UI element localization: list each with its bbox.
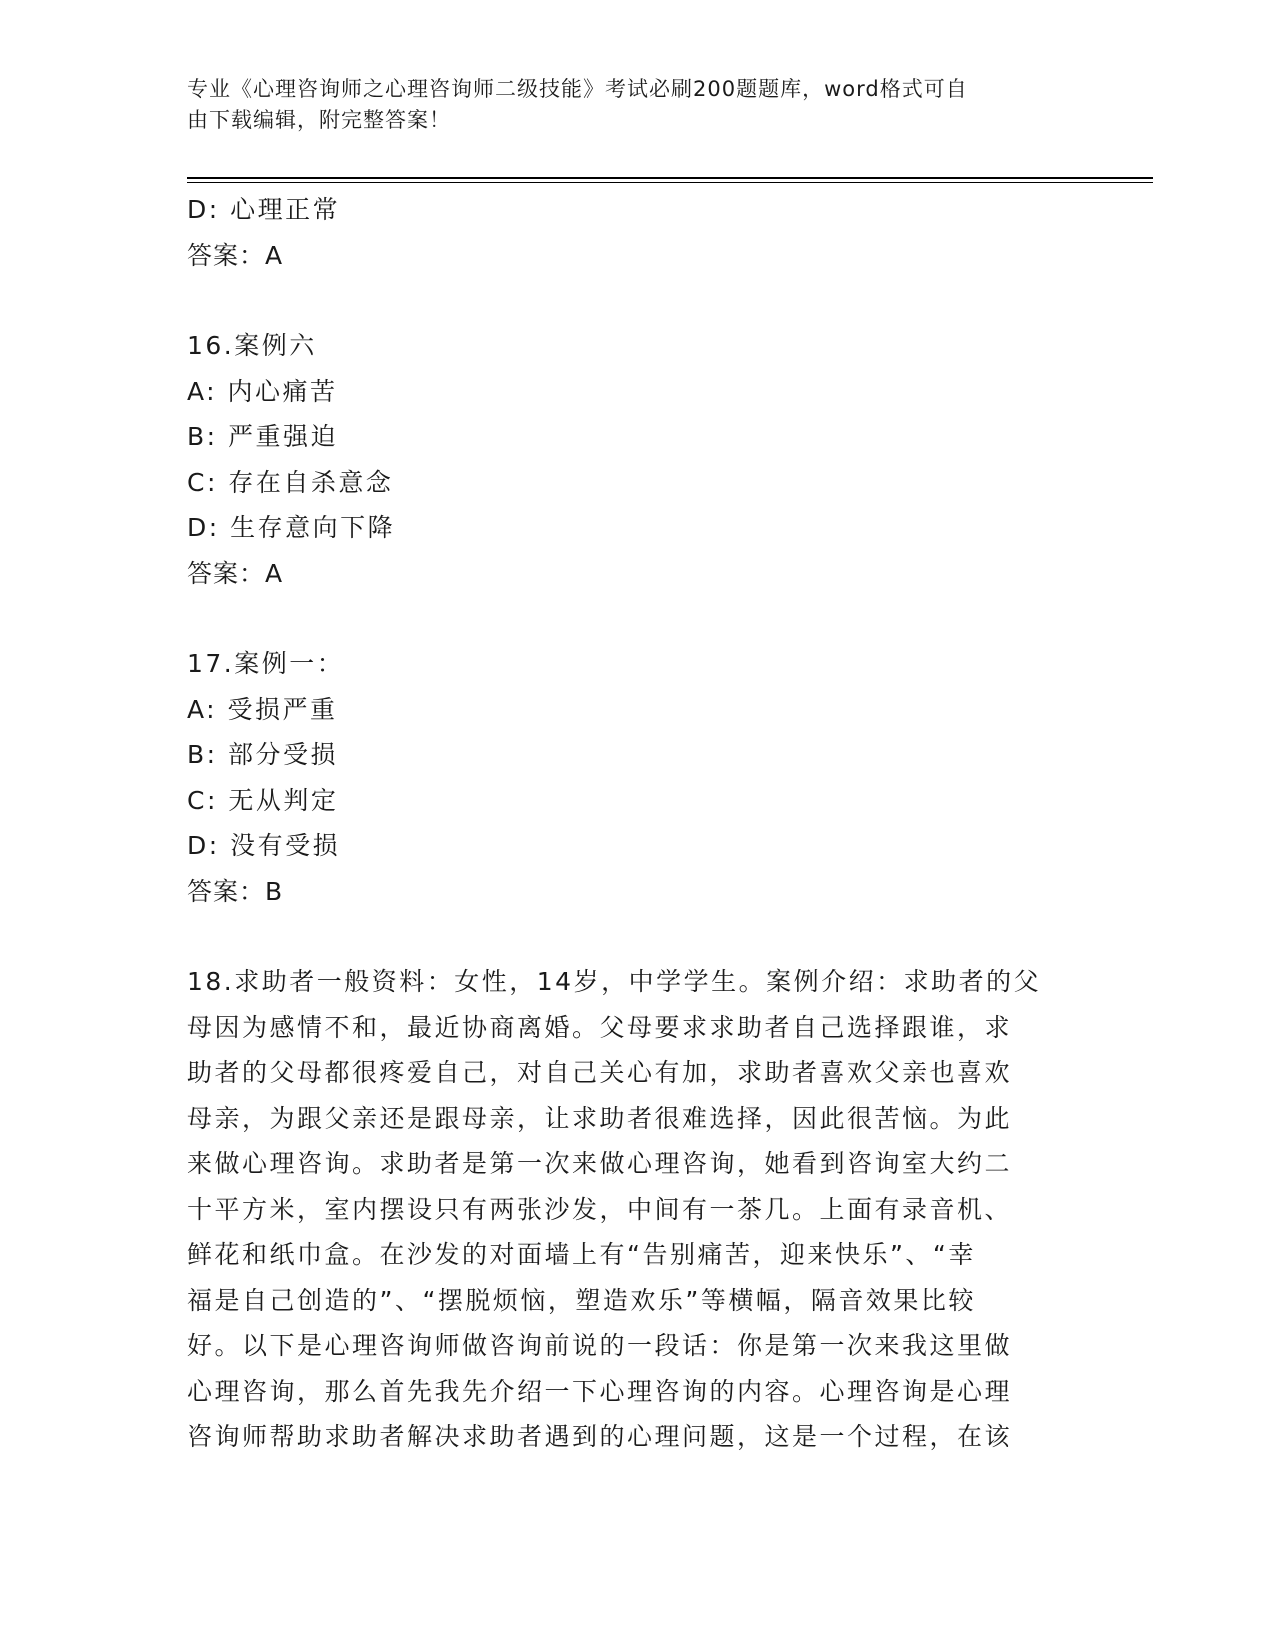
- option-b: B: 部分受损: [187, 740, 339, 769]
- option-c: C: 无从判定: [187, 785, 339, 815]
- option-d: D: 心理正常: [187, 195, 341, 224]
- question-stem: 16.案例六: [187, 331, 317, 360]
- question-17: [187, 641, 1087, 914]
- question-text-line: 母因为感情不和，最近协商离婚。父母要求求助者自己选择跟谁，求: [187, 1012, 1013, 1042]
- question-18: [187, 959, 1087, 1460]
- question-text-line: 助者的父母都很疼爱自己，对自己关心有加，求助者喜欢父亲也喜欢: [187, 1058, 1013, 1087]
- option-b: B: 严重强迫: [187, 422, 339, 451]
- question-text-line: 母亲，为跟父亲还是跟母亲，让求助者很难选择，因此很苦恼。为此: [187, 1103, 1013, 1133]
- header-rule-thick: [187, 177, 1153, 179]
- question-text-line: 心理咨询，那么首先我先介绍一下心理咨询的内容。心理咨询是心理: [187, 1376, 1013, 1406]
- question-continued: [187, 187, 1087, 278]
- option-c: C: 存在自杀意念: [187, 467, 394, 497]
- question-16: [187, 323, 1087, 596]
- answer-line: 答案：B: [187, 876, 284, 906]
- question-stem: 17.案例一：: [187, 649, 345, 678]
- page-content: [187, 187, 1087, 1460]
- option-d: D: 没有受损: [187, 831, 341, 860]
- option-d: D: 生存意向下降: [187, 513, 396, 542]
- question-text-line: 十平方米，室内摆设只有两张沙发，中间有一茶几。上面有录音机、: [187, 1194, 1013, 1224]
- question-text-line: 鲜花和纸巾盒。在沙发的对面墙上有“告别痛苦，迎来快乐”、“幸: [187, 1240, 976, 1269]
- header-title-line-1: 专业《心理咨询师之心理咨询师二级技能》考试必刷200题题库，word格式可自: [187, 77, 968, 101]
- header-rule-thin: [187, 182, 1153, 183]
- option-a: A: 内心痛苦: [187, 376, 338, 406]
- question-text-line: 18.求助者一般资料：女性，14岁，中学学生。案例介绍：求助者的父: [187, 967, 1042, 996]
- option-a: A: 受损严重: [187, 694, 338, 724]
- question-text-line: 福是自己创造的”、“摆脱烦恼，塑造欢乐”等横幅，隔音效果比较: [187, 1285, 976, 1315]
- question-text-line: 来做心理咨询。求助者是第一次来做心理咨询，她看到咨询室大约二: [187, 1149, 1013, 1178]
- header-title-line-2: 由下载编辑，附完整答案！: [187, 108, 451, 132]
- page-header: [187, 74, 1067, 136]
- question-text-line: 咨询师帮助求助者解决求助者遇到的心理问题，这是一个过程，在该: [187, 1422, 1013, 1451]
- answer-line: 答案：A: [187, 240, 284, 270]
- question-text-line: 好。以下是心理咨询师做咨询前说的一段话：你是第一次来我这里做: [187, 1331, 1013, 1360]
- answer-line: 答案：A: [187, 558, 284, 588]
